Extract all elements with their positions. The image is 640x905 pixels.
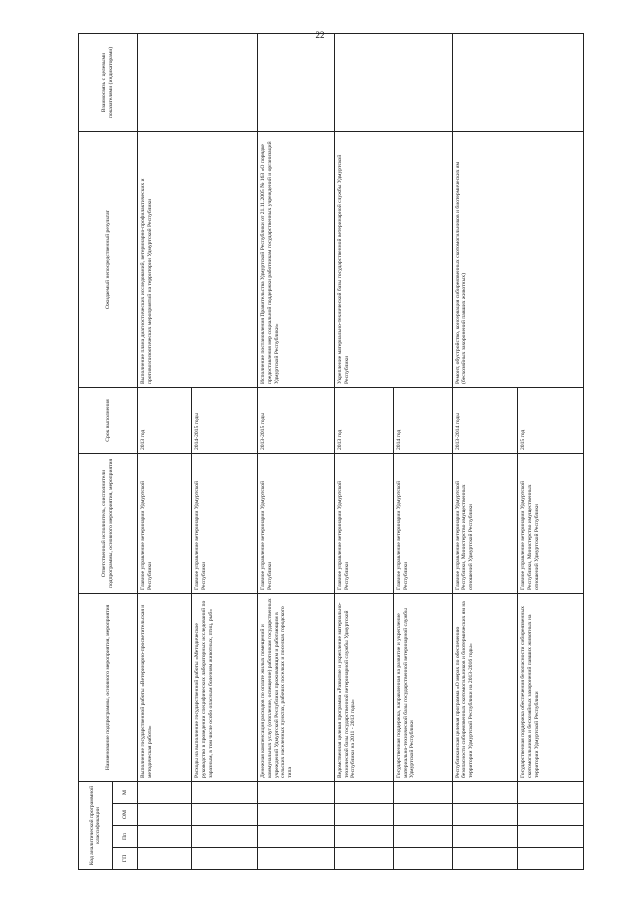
- header-link: Взаимосвязь с целевыми показателями (индикаторами): [79, 33, 138, 131]
- program-table: [78, 33, 584, 870]
- code-cell: [452, 781, 518, 803]
- row-result: Ремонт, обустройство, консервация сибиреязвенных скотомогильников и биотермических ям (бесхозяйных захоронений павших животных): [452, 131, 583, 387]
- row-term: 2013-2014 годы: [452, 387, 518, 453]
- row-term: 2013 год: [334, 387, 393, 453]
- code-cell: [393, 804, 452, 826]
- row-link: [334, 33, 452, 131]
- table-row: [257, 33, 334, 869]
- code-cell: [257, 826, 334, 848]
- row-link: [452, 33, 583, 131]
- table-row: [137, 33, 191, 869]
- row-name: Государственная поддержка, направленная на развитие и укрепление материально-технической базы государственной ветеринарной службы Удмуртской Республики: [393, 593, 452, 781]
- code-cell: [137, 826, 191, 848]
- row-link: [137, 33, 257, 131]
- code-cell: [452, 804, 518, 826]
- code-cell: [518, 826, 584, 848]
- code-cell: [393, 826, 452, 848]
- code-cell: [518, 781, 584, 803]
- code-cell: [518, 804, 584, 826]
- code-cell: [452, 848, 518, 870]
- row-executor: Главное управление ветеринарии Удмуртской Республики, Министерство имущественных отношений Удмуртской Республики: [452, 453, 518, 593]
- row-term: 2015 год: [518, 387, 584, 453]
- row-executor: Главное управление ветеринарии Удмуртской Республики: [334, 453, 393, 593]
- header-term: Срок выполнения: [79, 387, 138, 453]
- code-cell: [192, 826, 258, 848]
- code-cell: [334, 804, 393, 826]
- row-name: Республиканская целевая программа «О мерах по обеспечению безопасности сибиреязвенных скотомогильников и биотермических ям на территории Удмуртской Республики на 2013-2016 годы»: [452, 593, 518, 781]
- row-result: Исполнение постановления Правительства Удмуртской Республики от 21.11.2005 № 163 «О порядке предоставления мер социальной поддержки работникам государственных учреждений и организаций Удмуртской Республики»: [257, 131, 334, 387]
- row-executor: Главное управление ветеринарии Удмуртской Республики: [257, 453, 334, 593]
- code-cell: [334, 826, 393, 848]
- page-number: 22: [315, 30, 325, 40]
- rotated-table-container: [78, 34, 584, 870]
- code-cell: [192, 804, 258, 826]
- code-cell: [334, 781, 393, 803]
- row-name: Расходы на выполнение государственной работы «Методическое руководство в проведении специфических лабораторных исследований по заразным, в том числе особо опасным болезням животных, птиц, рыб»: [192, 593, 258, 781]
- code-cell: [137, 781, 191, 803]
- row-executor: Главное управление ветеринарии Удмуртской Республики: [393, 453, 452, 593]
- row-name: Денежная компенсация расходов по оплате жилых помещений и коммунальных услуг (отопление, освещение) работникам государственных учреждений Удмуртской Республики проживающим и работающим в сельских населенных пунктах, рабочих поселках и поселках городского типа: [257, 593, 334, 781]
- header-code-gp: ГП: [112, 848, 137, 870]
- row-name: Ведомственная целевая программа «Развитие и укрепление материально-технической базы государственной ветеринарной службы Удмуртской Республики на 2011 - 2013 годы»: [334, 593, 393, 781]
- header-executor: Ответственный исполнитель, соисполнители подпрограммы, основного мероприятия, мероприятия: [79, 453, 138, 593]
- header-code-m: М: [112, 781, 137, 803]
- code-cell: [257, 781, 334, 803]
- code-cell: [137, 848, 191, 870]
- row-term: 2014 год: [393, 387, 452, 453]
- row-term: 2013 год: [137, 387, 191, 453]
- table-row: [452, 33, 518, 869]
- row-executor: Главное управление ветеринарии Удмуртской Республики: [137, 453, 191, 593]
- header-code-pp: Пп: [112, 826, 137, 848]
- row-executor: Главное управление ветеринарии Удмуртской Республики: [192, 453, 258, 593]
- row-result: Укрепление материально-технической базы государственной ветеринарной службы Удмуртской Республики: [334, 131, 452, 387]
- row-term: 2014-2015 годы: [192, 387, 258, 453]
- row-link: [257, 33, 334, 131]
- header-code-group: Код аналитической программной классификации: [79, 781, 113, 869]
- header-name: Наименование подпрограммы, основного мероприятия, мероприятия: [79, 593, 138, 781]
- code-cell: [393, 781, 452, 803]
- header-code-om: ОМ: [112, 804, 137, 826]
- code-cell: [393, 848, 452, 870]
- table-row: [334, 33, 393, 869]
- row-name: Государственная поддержка обеспечения безопасности сибиреязвенных скотомогильников и бесхозяйных захоронений павших животных на территории Удмуртской Республики: [518, 593, 584, 781]
- code-cell: [192, 781, 258, 803]
- row-executor: Главное управление ветеринарии Удмуртской Республики, Министерство имущественных отношений Удмуртской Республики: [518, 453, 584, 593]
- code-cell: [257, 804, 334, 826]
- row-term: 2013-2015 годы: [257, 387, 334, 453]
- code-cell: [192, 848, 258, 870]
- row-result: Выполнение плана диагностических исследований, ветеринарно-профилактических и противоэпизоотических мероприятий на территории Удмуртской Республики: [137, 131, 257, 387]
- code-cell: [257, 848, 334, 870]
- code-cell: [137, 804, 191, 826]
- header-result: Ожидаемый непосредственный результат: [79, 131, 138, 387]
- code-cell: [334, 848, 393, 870]
- row-name: Выполнение государственной работы «Ветеринарно-просветительская и методическая работа»: [137, 593, 191, 781]
- code-cell: [518, 848, 584, 870]
- code-cell: [452, 826, 518, 848]
